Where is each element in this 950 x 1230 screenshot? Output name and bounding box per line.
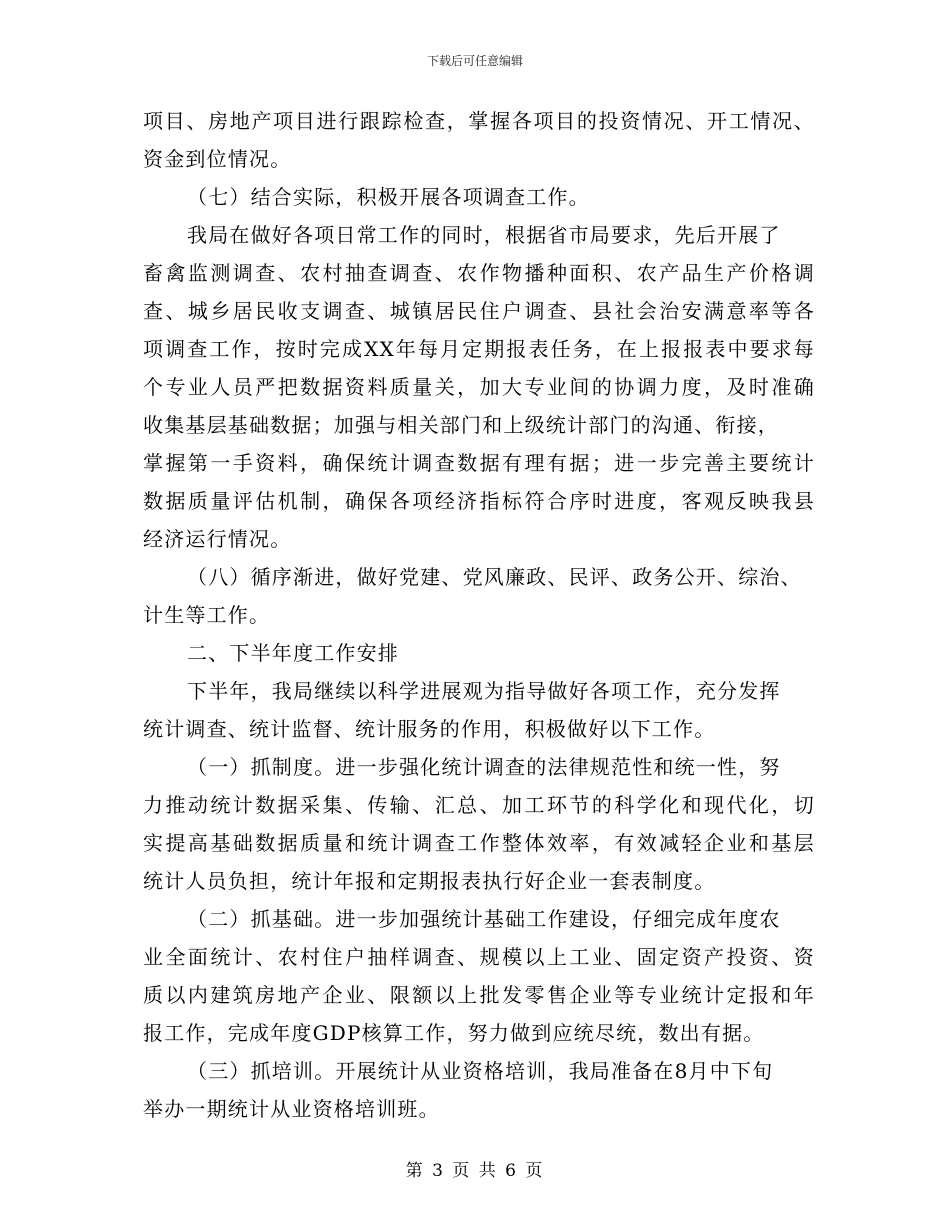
section-heading: （八）循序渐进，做好党建、党风廉政、民评、政务公开、综治、 <box>187 565 802 589</box>
paragraph-line: 质以内建筑房地产企业、限额以上批发零售企业等专业统计定报和年 <box>143 983 815 1007</box>
paragraph-line: （一）抓制度。进一步强化统计调查的法律规范性和统一性，努 <box>187 755 781 779</box>
paragraph-line: 数据质量评估机制，确保各项经济指标符合序时进度，客观反映我县 <box>143 489 815 513</box>
paragraph-line: 下半年，我局继续以科学进展观为指导做好各项工作，充分发挥 <box>187 679 781 703</box>
paragraph-line: 统计调查、统计监督、统计服务的作用，积极做好以下工作。 <box>143 717 716 741</box>
document-body <box>143 102 815 1128</box>
paragraph-line: 资金到位情况。 <box>143 147 292 171</box>
paragraph-line: 报工作，完成年度GDP核算工作，努力做到应统尽统，数出有据。 <box>143 1021 765 1045</box>
paragraph-line: 畜禽监测调查、农村抽查调查、农作物播种面积、农产品生产价格调 <box>143 261 815 285</box>
paragraph-line: 查、城乡居民收支调查、城镇居民住户调查、县社会治安满意率等各 <box>143 299 815 323</box>
paragraph-line: （三）抓培训。开展统计从业资格培训，我局准备在8月中下旬 <box>187 1059 774 1083</box>
paragraph-line: 收集基层基础数据；加强与相关部门和上级统计部门的沟通、衔接， <box>143 413 779 437</box>
paragraph-line: 举办一期统计从业资格培训班。 <box>143 1097 440 1121</box>
paragraph-line: 经济运行情况。 <box>143 527 292 551</box>
paragraph-line: 项目、房地产项目进行跟踪检查，掌握各项目的投资情况、开工情况、 <box>143 109 815 133</box>
paragraph-line: 掌握第一手资料，确保统计调查数据有理有据；进一步完善主要统计 <box>143 451 815 475</box>
paragraph-line: 项调查工作，按时完成XX年每月定期报表任务，在上报报表中要求每 <box>143 337 815 361</box>
paragraph-line: 个专业人员严把数据资料质量关，加大专业间的协调力度，及时准确 <box>143 375 815 399</box>
page-footer: 第 3 页 共 6 页 <box>405 1161 545 1181</box>
section-heading: （七）结合实际，积极开展各项调查工作。 <box>187 185 590 209</box>
paragraph-line: 实提高基础数据质量和统计调查工作整体效率，有效减轻企业和基层 <box>143 831 815 855</box>
paragraph-line: 统计人员负担，统计年报和定期报表执行好企业一套表制度。 <box>143 869 716 893</box>
paragraph-line: （二）抓基础。进一步加强统计基础工作建设，仔细完成年度农 <box>187 907 781 931</box>
paragraph-line: 我局在做好各项日常工作的同时，根据省市局要求，先后开展了 <box>187 223 781 247</box>
paragraph-line: 计生等工作。 <box>143 603 271 627</box>
paragraph-line: 业全面统计、农村住户抽样调查、规模以上工业、固定资产投资、资 <box>143 945 815 969</box>
page-header: 下载后可任意编辑 <box>426 54 523 68</box>
section-heading: 二、下半年度工作安排 <box>187 641 399 665</box>
paragraph-line: 力推动统计数据采集、传输、汇总、加工环节的科学化和现代化，切 <box>143 793 815 817</box>
